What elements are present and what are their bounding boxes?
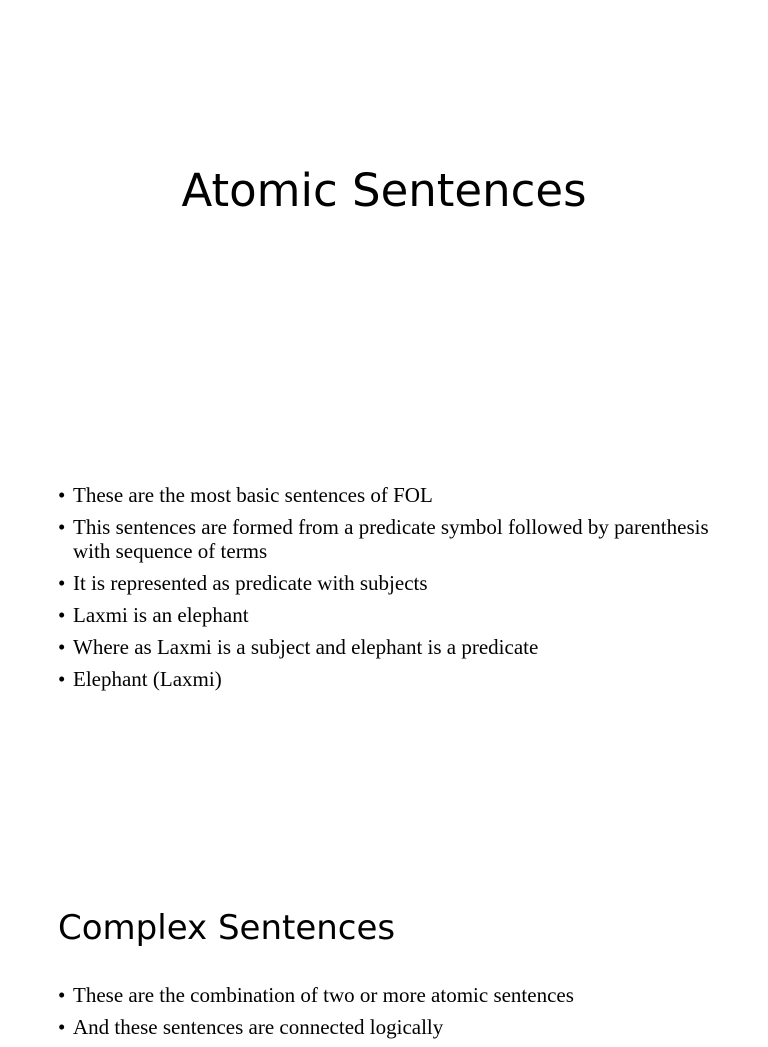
bullet-list xyxy=(58,983,718,1047)
list-item: • This sentences are formed from a predicate symbol followed by parenthesis with sequence of terms xyxy=(58,515,718,563)
list-item: • And these sentences are connected logically xyxy=(58,1015,718,1039)
slide-title: Atomic Sentences xyxy=(181,164,587,217)
list-item: • Where as Laxmi is a subject and elephant is a predicate xyxy=(58,635,718,659)
list-item: • Laxmi is an elephant xyxy=(58,603,718,627)
list-item: • These are the combination of two or more atomic sentences xyxy=(58,983,718,1007)
section-title: Complex Sentences xyxy=(58,908,396,948)
list-item: • It is represented as predicate with subjects xyxy=(58,571,718,595)
list-item: • Elephant (Laxmi) xyxy=(58,667,718,691)
bullet-list xyxy=(58,483,718,699)
list-item: • These are the most basic sentences of FOL xyxy=(58,483,718,507)
